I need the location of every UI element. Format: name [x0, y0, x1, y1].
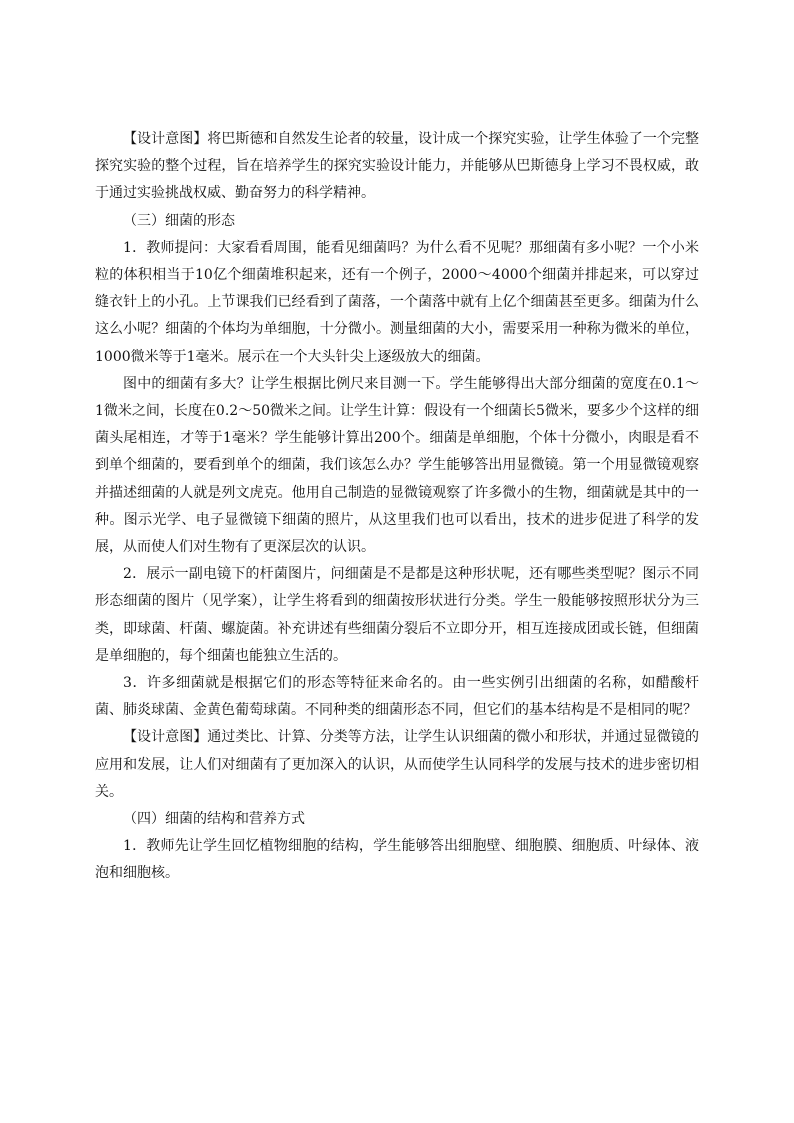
design-intent-paragraph-2: 【设计意图】通过类比、计算、分类等方法，让学生认识细菌的微小和形状，并通过显微镜的应用和发展，让人们对细菌有了更加深入的认识，从而使学生认同科学的发展与技术的进步密切相关。	[95, 729, 699, 800]
paragraph-bacteria-types: 2．展示一副电镜下的杆菌图片，问细菌是不是都是这种形状呢，还有哪些类型呢？图示不同形态细菌的图片（见学案），让学生将看到的细菌按形状进行分类。学生一般能够按照形状分为三类，即球菌、杆菌、螺旋菌。补充讲述有些细菌分裂后不立即分开，相互连接成团或长链，但细菌是单细胞的，每个细菌也能独立生活的。	[95, 566, 699, 664]
document-body	[95, 126, 699, 888]
paragraph-bacteria-size: 图中的细菌有多大？让学生根据比例尺来目测一下。学生能够得出大部分细菌的宽度在0.1～1微米之间，长度在0.2～50微米之间。让学生计算：假设有一个细菌长5微米，要多少个这样的细菌头尾相连，才等于1毫米？学生能够计算出200个。细菌是单细胞，个体十分微小，肉眼是看不到单个细菌的，要看到单个的细菌，我们该怎么办？学生能够答出用显微镜。第一个用显微镜观察并描述细菌的人就是列文虎克。他用自己制造的显微镜观察了许多微小的生物，细菌就是其中的一种。图示光学、电子显微镜下细菌的照片，从这里我们也可以看出，技术的进步促进了科学的发展，从而使人们对生物有了更深层次的认识。	[95, 375, 699, 556]
paragraph-plant-cell-recall: 1．教师先让学生回忆植物细胞的结构，学生能够答出细胞壁、细胞膜、细胞质、叶绿体、液泡和细胞核。	[95, 838, 699, 882]
section-heading-bacteria-shape: （三）细菌的形态	[123, 212, 235, 229]
section-heading-bacteria-structure: （四）细菌的结构和营养方式	[123, 811, 305, 828]
design-intent-paragraph-1: 【设计意图】将巴斯德和自然发生论者的较量，设计成一个探究实验，让学生体验了一个完整探究实验的整个过程，旨在培养学生的探究实验设计能力，并能够从巴斯德身上学习不畏权威，敢于通过实验挑战权威、勤奋努力的科学精神。	[95, 131, 699, 202]
paragraph-bacteria-naming: 3．许多细菌就是根据它们的形态等特征来命名的。由一些实例引出细菌的名称，如醋酸杆菌、肺炎球菌、金黄色葡萄球菌。不同种类的细菌形态不同，但它们的基本结构是不是相同的呢？	[95, 675, 699, 719]
paragraph-teacher-question: 1．教师提问：大家看看周围，能看见细菌吗？为什么看不见呢？那细菌有多小呢？一个小米粒的体积相当于10亿个细菌堆积起来，还有一个例子，2000～4000个细菌并排起来，可以穿过缝衣针上的小孔。上节课我们已经看到了菌落，一个菌落中就有上亿个细菌甚至更多。细菌为什么这么小呢？细菌的个体均为单细胞，十分微小。测量细菌的大小，需要采用一种称为微米的单位，1000微米等于1毫米。展示在一个大头针尖上逐级放大的细菌。	[95, 239, 699, 365]
